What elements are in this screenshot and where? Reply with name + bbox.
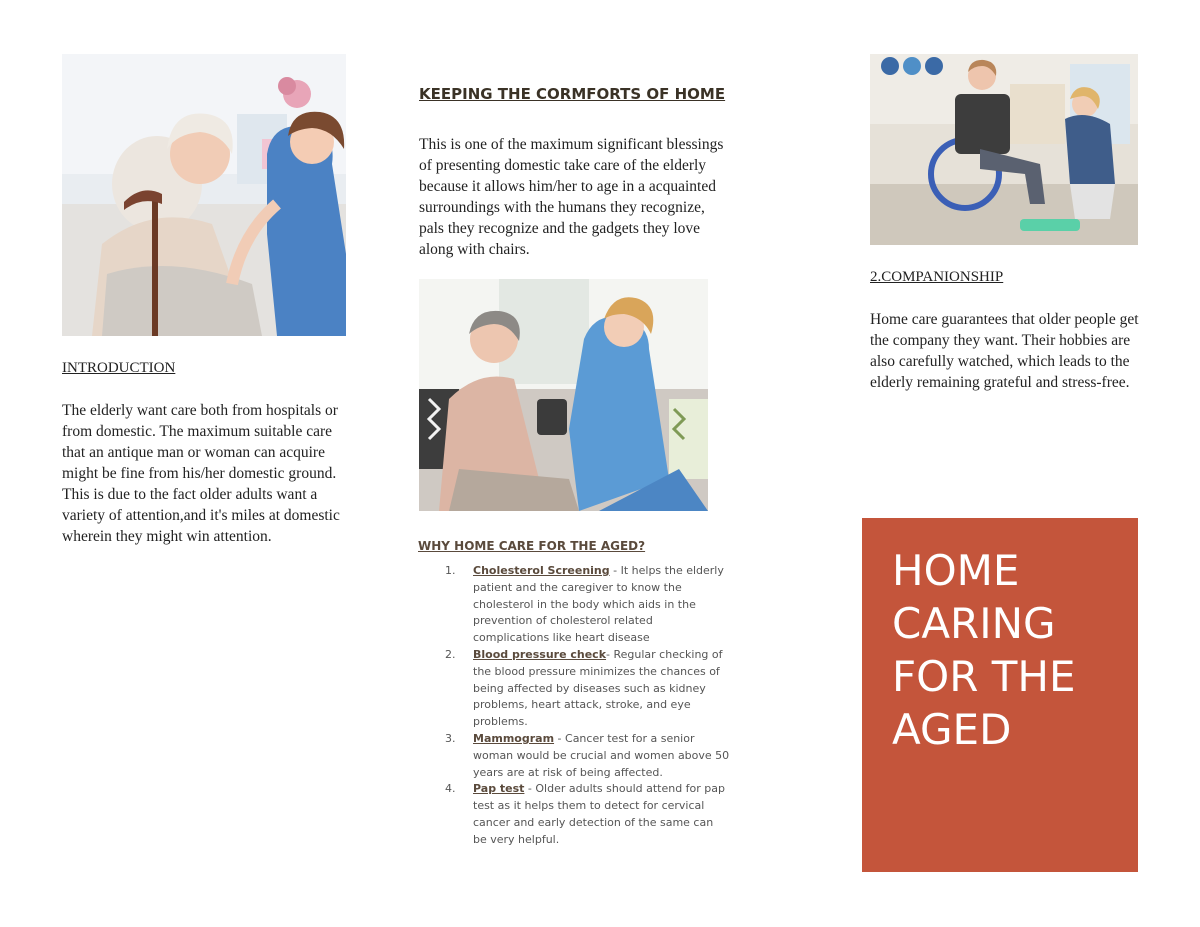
photo-elderly-woman-with-nurse <box>62 54 346 336</box>
photo-caregiver-with-wheelchair <box>870 54 1138 245</box>
list-number: 3. <box>445 731 456 745</box>
list-item <box>418 781 730 848</box>
comforts-heading: KEEPING THE CORMFORTS OF HOME <box>419 85 726 103</box>
list-text: - It helps the elderly patient and the caregiver to know the cholesterol in the body which aids in the prevention of cholesterol related complications like heart disease <box>473 564 724 645</box>
intro-heading: INTRODUCTION <box>62 360 176 376</box>
list-term: Mammogram <box>473 731 555 745</box>
list-item <box>418 563 730 647</box>
why-home-care-heading: WHY HOME CARE FOR THE AGED? <box>418 539 646 553</box>
list-term: Cholesterol Screening <box>473 564 610 577</box>
list-item <box>418 647 730 731</box>
title-panel <box>862 518 1138 872</box>
list-term: Pap test <box>473 782 525 796</box>
comforts-body: This is one of the maximum significant blessings of presenting domestic take care of the elderly because it allows him/her to age in a acquainted surroundings with the humans they recognize, pals they recognize and the gadgets they love along with chairs. <box>419 136 724 258</box>
list-number: 4. <box>445 782 456 796</box>
companionship-heading: 2.COMPANIONSHIP <box>870 269 1004 285</box>
list-number: 2. <box>445 647 456 661</box>
list-item <box>418 731 730 781</box>
brochure-title: HOME CARING FOR THE AGED <box>892 546 1076 754</box>
list-number: 1. <box>445 564 456 577</box>
companionship-body: Home care guarantees that older people get the company they want. Their hobbies are also carefully watched, which leads to the elderly remaining grateful and stress-free. <box>870 311 1139 391</box>
list-term: Blood pressure check <box>473 647 607 661</box>
list-text: - Older adults should attend for pap test as it helps them to detect for cervical cancer and early detection of the same can be very helpful. <box>473 782 726 846</box>
list-text: - Regular checking of the blood pressure minimizes the chances of being affected by diseases such as kidney problems, heart attack, stroke, and eye problems. <box>473 647 723 729</box>
list-text: - Cancer test for a senior woman would be crucial and women above 50 years are at risk of being affected. <box>473 731 730 779</box>
intro-body: The elderly want care both from hospitals or from domestic. The maximum suitable care that an antique man or woman can acquire might be fine from his/her domestic ground. This is due to the fact older adults want a variety of attention,and it's miles at domestic wherein they might win attention. <box>62 402 340 545</box>
why-home-care-list <box>418 563 730 849</box>
photo-nurse-checking-blood-pressure <box>419 279 708 511</box>
